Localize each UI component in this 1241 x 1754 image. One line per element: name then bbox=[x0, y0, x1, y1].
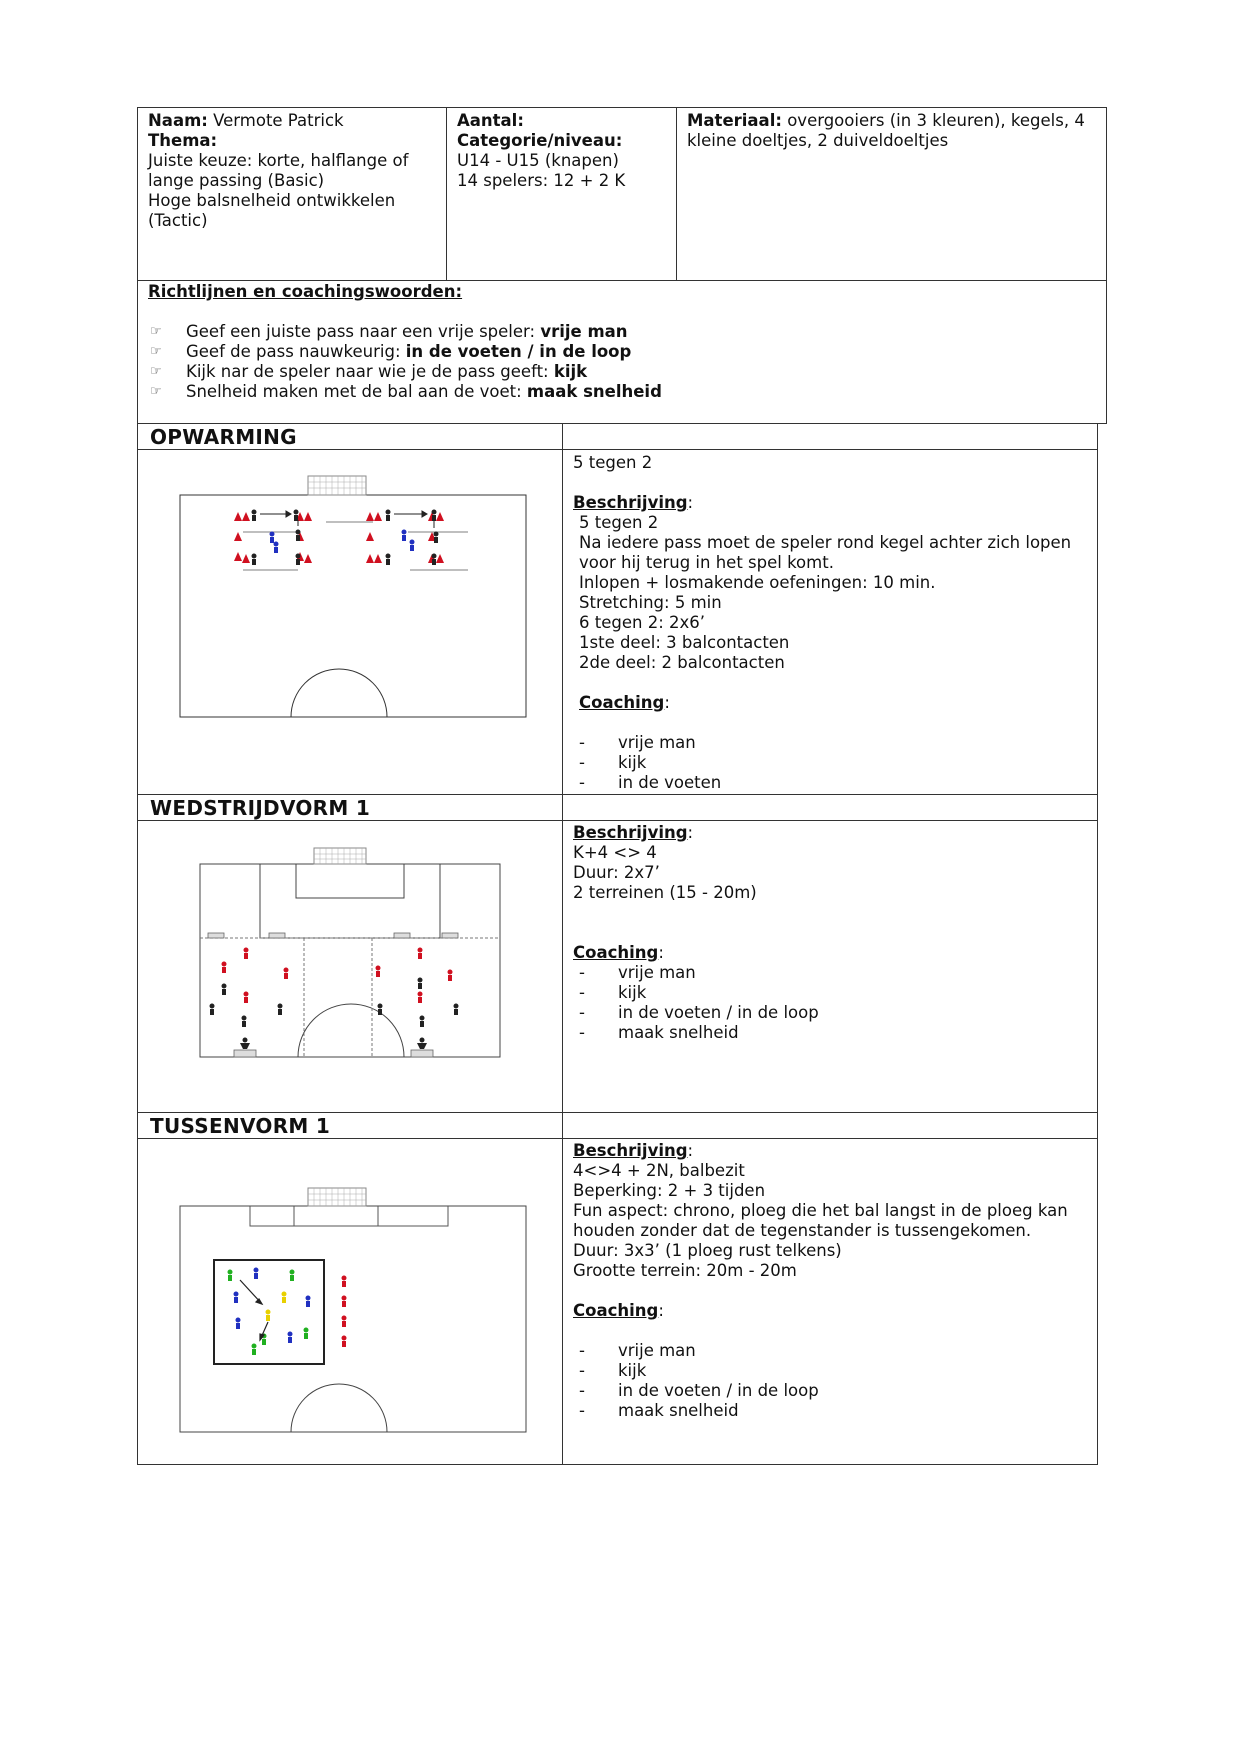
beschrijving-line: Na iedere pass moet de speler rond kegel achter zich lopen bbox=[579, 533, 1072, 552]
sections-table bbox=[137, 424, 1098, 1465]
beschrijving-line: 1ste deel: 3 balcontacten bbox=[579, 633, 790, 652]
pointing-hand-icon: ☞ bbox=[150, 324, 162, 339]
beschrijving-line: 2de deel: 2 balcontacten bbox=[579, 653, 785, 672]
player-icon bbox=[210, 948, 459, 1028]
coaching-label: Coaching bbox=[573, 1301, 659, 1320]
beschrijving-line: 4<>4 + 2N, balbezit bbox=[573, 1161, 745, 1180]
guideline-item: ☞ Geef een juiste pass naar een vrije speler: vrije man bbox=[150, 322, 628, 341]
coaching-item: - kijk bbox=[573, 983, 1083, 1003]
coaching-item: - kijk bbox=[573, 753, 1083, 773]
thema-label: Thema: bbox=[148, 131, 218, 150]
pointing-hand-icon: ☞ bbox=[150, 344, 162, 359]
thema-line: Hoge balsnelheid ontwikkelen bbox=[148, 191, 396, 210]
coaching-item: - in de voeten bbox=[573, 773, 1083, 793]
guidelines-list bbox=[148, 322, 1096, 402]
beschrijving-line: 2 terreinen (15 - 20m) bbox=[573, 883, 757, 902]
guideline-item: ☞ Kijk nar de speler naar wie je de pass geeft: kijk bbox=[150, 362, 588, 381]
guidelines-title: Richtlijnen en coachingswoorden: bbox=[148, 282, 463, 301]
coaching-label: Coaching bbox=[573, 943, 659, 962]
guideline-item: ☞ Snelheid maken met de bal aan de voet: maak snelheid bbox=[150, 382, 662, 401]
beschrijving-label: Beschrijving bbox=[573, 823, 688, 842]
pointing-hand-icon: ☞ bbox=[150, 364, 162, 379]
thema-line: Juiste keuze: korte, halflange of bbox=[148, 151, 409, 170]
opwarming-diagram bbox=[178, 474, 528, 719]
materiaal-value-2: kleine doeltjes, 2 duiveldoeltjes bbox=[687, 131, 949, 150]
beschrijving-line: houden zonder dat de tegenstander is tussengekomen. bbox=[573, 1221, 1032, 1240]
categorie-line: U14 - U15 (knapen) bbox=[457, 151, 619, 170]
wedstrijdvorm-text: Beschrijving: K+4 <> 4 Duur: 2x7’ 2 terreinen (15 - 20m) Coaching: - vrije man - kijk - in de voeten / in de loop - maak snelheid bbox=[563, 820, 1093, 1046]
coaching-item: - vrije man bbox=[573, 1341, 1083, 1361]
beschrijving-line: Fun aspect: chrono, ploeg die het bal langst in de ploeg kan bbox=[573, 1201, 1068, 1220]
beschrijving-line: Beperking: 2 + 3 tijden bbox=[573, 1181, 766, 1200]
header-table bbox=[137, 107, 1107, 281]
cone-icon bbox=[234, 512, 444, 563]
coaching-item: - in de voeten / in de loop bbox=[573, 1381, 1083, 1401]
guidelines-box bbox=[137, 280, 1107, 424]
coaching-list bbox=[573, 733, 1083, 793]
guideline-item: ☞ Geef de pass nauwkeurig: in de voeten / in de loop bbox=[150, 342, 632, 361]
beschrijving-line: Inlopen + losmakende oefeningen: 10 min. bbox=[579, 573, 936, 592]
coaching-label: Coaching bbox=[579, 693, 665, 712]
tussenvorm-diagram bbox=[178, 1184, 528, 1434]
categorie-line: 14 spelers: 12 + 2 K bbox=[457, 171, 626, 190]
opwarming-text: 5 tegen 2 Beschrijving: 5 tegen 2 Na iedere pass moet de speler rond kegel achter zich lopen voor hij terug in het spel komt. Inlopen + losmakende oefeningen: 10 min. Stretching: 5 min 6 tegen 2: 2x6’ 1ste deel: 3 balcontacten 2de deel: 2 balcontacten Coaching: - vrije man - kijk - in de voeten bbox=[563, 450, 1093, 796]
coaching-item: - maak snelheid bbox=[573, 1401, 1083, 1421]
pointing-hand-icon: ☞ bbox=[150, 384, 162, 399]
beschrijving-line: voor hij terug in het spel komt. bbox=[579, 553, 834, 572]
beschrijving-line: Duur: 2x7’ bbox=[573, 863, 660, 882]
coaching-item: - vrije man bbox=[573, 963, 1083, 983]
coaching-item: - in de voeten / in de loop bbox=[573, 1003, 1083, 1023]
coaching-list bbox=[573, 1341, 1083, 1421]
section-title-wedstrijdvorm: WEDSTRIJDVORM 1 bbox=[150, 796, 371, 820]
naam-cell bbox=[138, 108, 447, 281]
section-title-tussenvorm: TUSSENVORM 1 bbox=[150, 1114, 331, 1138]
coaching-list bbox=[573, 963, 1083, 1043]
player-icon bbox=[252, 510, 439, 566]
thema-line: lange passing (Basic) bbox=[148, 171, 325, 190]
tussenvorm-text: Beschrijving: 4<>4 + 2N, balbezit Beperking: 2 + 3 tijden Fun aspect: chrono, ploeg die het bal langst in de ploeg kan houden zonder dat de tegenstander is tussengekomen. Duur: 3x3’ (1 ploeg rust telkens) Grootte terrein: 20m - 20m Coaching: - vrije man - kijk - in de voeten / in de loop - maak snelheid bbox=[563, 1138, 1093, 1424]
beschrijving-line: Duur: 3x3’ (1 ploeg rust telkens) bbox=[573, 1241, 842, 1260]
beschrijving-line: 5 tegen 2 bbox=[579, 513, 659, 532]
wedstrijdvorm-diagram bbox=[198, 844, 503, 1059]
opwarming-intro: 5 tegen 2 bbox=[573, 453, 653, 472]
beschrijving-line: Grootte terrein: 20m - 20m bbox=[573, 1261, 797, 1280]
categorie-label: Categorie/niveau: bbox=[457, 131, 623, 150]
naam-label: Naam: bbox=[148, 111, 208, 130]
materiaal-cell bbox=[677, 108, 1107, 281]
aantal-cell bbox=[447, 108, 677, 281]
coaching-item: - vrije man bbox=[573, 733, 1083, 753]
aantal-label: Aantal: bbox=[457, 111, 524, 130]
section-title-opwarming: OPWARMING bbox=[150, 425, 297, 449]
goalkeeper-icon bbox=[240, 1038, 427, 1050]
beschrijving-label: Beschrijving bbox=[573, 493, 688, 512]
materiaal-label: Materiaal: bbox=[687, 111, 782, 130]
coaching-item: - kijk bbox=[573, 1361, 1083, 1381]
beschrijving-label: Beschrijving bbox=[573, 1141, 688, 1160]
beschrijving-line: Stretching: 5 min bbox=[579, 593, 722, 612]
player-icon bbox=[228, 1268, 347, 1356]
materiaal-value: overgooiers (in 3 kleuren), kegels, 4 bbox=[787, 111, 1085, 130]
beschrijving-line: 6 tegen 2: 2x6’ bbox=[579, 613, 705, 632]
thema-line: (Tactic) bbox=[148, 211, 208, 230]
naam-value: Vermote Patrick bbox=[213, 111, 344, 130]
beschrijving-line: K+4 <> 4 bbox=[573, 843, 657, 862]
coaching-item: - maak snelheid bbox=[573, 1023, 1083, 1043]
